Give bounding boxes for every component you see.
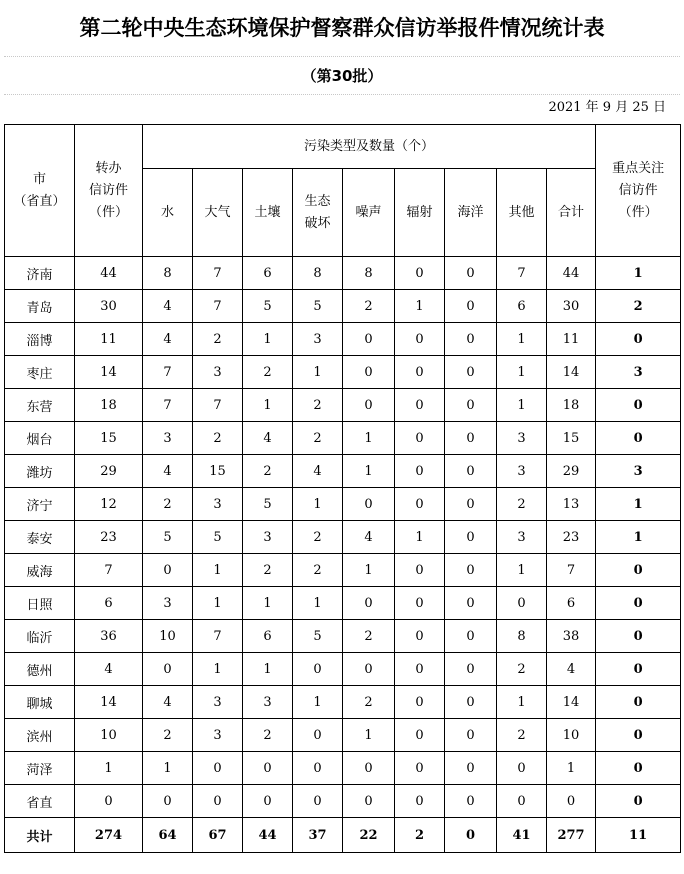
pollution-count-cell: 2 (143, 488, 193, 521)
pollution-count-cell: 0 (395, 554, 445, 587)
pollution-count-cell: 1 (193, 653, 243, 686)
city-cell: 东营 (5, 389, 75, 422)
table-row (5, 323, 681, 356)
header-pollution-type (243, 169, 293, 257)
total-pollution-cell: 67 (193, 818, 243, 853)
key-count-cell: 0 (596, 752, 681, 785)
pollution-count-cell: 1 (193, 587, 243, 620)
pollution-count-cell: 0 (395, 620, 445, 653)
pollution-count-cell: 0 (445, 389, 497, 422)
city-cell: 烟台 (5, 422, 75, 455)
pollution-count-cell: 4 (143, 455, 193, 488)
pollution-count-cell: 14 (547, 686, 596, 719)
header-transferred (75, 125, 143, 257)
pollution-count-cell: 7 (547, 554, 596, 587)
transferred-cell: 10 (75, 719, 143, 752)
pollution-count-cell: 0 (445, 554, 497, 587)
table-row (5, 686, 681, 719)
pollution-count-cell: 3 (193, 488, 243, 521)
table-row (5, 719, 681, 752)
pollution-count-cell: 2 (143, 719, 193, 752)
pollution-count-cell: 0 (445, 521, 497, 554)
pollution-count-cell: 0 (343, 323, 395, 356)
pollution-count-cell: 5 (293, 290, 343, 323)
key-count-cell: 3 (596, 455, 681, 488)
pollution-count-cell: 1 (293, 587, 343, 620)
key-count-cell: 1 (596, 257, 681, 290)
header-city-line: 市 (32, 171, 46, 187)
total-pollution-cell: 37 (293, 818, 343, 853)
total-pollution-cell: 44 (243, 818, 293, 853)
pollution-count-cell: 4 (143, 323, 193, 356)
pollution-count-cell: 1 (293, 686, 343, 719)
pollution-count-cell: 1 (243, 323, 293, 356)
pollution-count-cell: 7 (193, 389, 243, 422)
total-pollution-cell: 2 (395, 818, 445, 853)
pollution-count-cell: 3 (497, 422, 547, 455)
city-cell: 淄博 (5, 323, 75, 356)
transferred-cell: 4 (75, 653, 143, 686)
pollution-count-cell: 1 (497, 686, 547, 719)
header-key-line: 信访件 (618, 182, 658, 198)
pollution-count-cell: 0 (445, 785, 497, 818)
header-pollution-type (445, 169, 497, 257)
pollution-count-cell: 0 (445, 752, 497, 785)
header-pollution-type-line: 其他 (508, 204, 535, 220)
pollution-count-cell: 30 (547, 290, 596, 323)
key-count-cell: 1 (596, 488, 681, 521)
pollution-count-cell: 0 (193, 752, 243, 785)
transferred-cell: 7 (75, 554, 143, 587)
total-pollution-cell: 0 (445, 818, 497, 853)
pollution-count-cell: 2 (293, 389, 343, 422)
pollution-count-cell: 15 (193, 455, 243, 488)
city-cell: 聊城 (5, 686, 75, 719)
pollution-count-cell: 3 (243, 686, 293, 719)
transferred-cell: 30 (75, 290, 143, 323)
total-row (5, 818, 681, 853)
header-city (5, 125, 75, 257)
pollution-count-cell: 1 (343, 422, 395, 455)
pollution-count-cell: 0 (547, 785, 596, 818)
city-cell: 泰安 (5, 521, 75, 554)
pollution-count-cell: 3 (497, 455, 547, 488)
pollution-count-cell: 0 (293, 719, 343, 752)
city-cell: 日照 (5, 587, 75, 620)
pollution-count-cell: 2 (343, 620, 395, 653)
pollution-count-cell: 0 (143, 653, 193, 686)
pollution-count-cell: 4 (143, 290, 193, 323)
pollution-count-cell: 0 (395, 686, 445, 719)
pollution-count-cell: 0 (445, 620, 497, 653)
pollution-count-cell: 6 (243, 257, 293, 290)
city-cell: 德州 (5, 653, 75, 686)
city-cell: 临沂 (5, 620, 75, 653)
total-label-cell: 共计 (5, 818, 75, 853)
pollution-count-cell: 2 (497, 719, 547, 752)
header-transferred-line: 信访件 (88, 182, 128, 198)
pollution-count-cell: 8 (143, 257, 193, 290)
header-pollution-type-line: 大气 (204, 204, 231, 220)
key-count-cell: 3 (596, 356, 681, 389)
pollution-count-cell: 0 (395, 719, 445, 752)
table-row (5, 752, 681, 785)
table-row (5, 257, 681, 290)
pollution-count-cell: 0 (395, 587, 445, 620)
pollution-count-cell: 7 (497, 257, 547, 290)
pollution-count-cell: 0 (395, 323, 445, 356)
pollution-count-cell: 0 (497, 587, 547, 620)
pollution-count-cell: 0 (445, 323, 497, 356)
pollution-count-cell: 0 (445, 587, 497, 620)
pollution-count-cell: 0 (445, 488, 497, 521)
pollution-count-cell: 2 (243, 719, 293, 752)
header-pollution-type (497, 169, 547, 257)
transferred-cell: 12 (75, 488, 143, 521)
header-key (596, 125, 681, 257)
pollution-count-cell: 8 (343, 257, 395, 290)
pollution-count-cell: 0 (193, 785, 243, 818)
pollution-count-cell: 0 (293, 653, 343, 686)
pollution-count-cell: 7 (193, 257, 243, 290)
pollution-count-cell: 1 (143, 752, 193, 785)
pollution-count-cell: 0 (497, 752, 547, 785)
pollution-count-cell: 3 (497, 521, 547, 554)
header-pollution-type-line: 合计 (558, 204, 585, 220)
key-count-cell: 0 (596, 653, 681, 686)
table-row (5, 422, 681, 455)
pollution-count-cell: 3 (193, 356, 243, 389)
pollution-count-cell: 0 (445, 455, 497, 488)
pollution-count-cell: 1 (497, 356, 547, 389)
table-row (5, 653, 681, 686)
pollution-count-cell: 1 (343, 455, 395, 488)
transferred-cell: 44 (75, 257, 143, 290)
pollution-count-cell: 0 (143, 785, 193, 818)
header-transferred-line: 转办 (95, 160, 122, 176)
header-pollution-type (293, 169, 343, 257)
table-row (5, 389, 681, 422)
pollution-count-cell: 3 (143, 587, 193, 620)
table-row (5, 488, 681, 521)
pollution-count-cell: 0 (395, 356, 445, 389)
pollution-count-cell: 7 (193, 620, 243, 653)
city-cell: 菏泽 (5, 752, 75, 785)
total-pollution-cell: 41 (497, 818, 547, 853)
pollution-count-cell: 0 (343, 587, 395, 620)
pollution-count-cell: 1 (293, 488, 343, 521)
header-city-line: （省直） (13, 193, 66, 209)
pollution-count-cell: 2 (243, 455, 293, 488)
total-key-cell: 11 (596, 818, 681, 853)
pollution-count-cell: 1 (395, 521, 445, 554)
total-pollution-cell: 277 (547, 818, 596, 853)
pollution-count-cell: 7 (143, 356, 193, 389)
table-row (5, 356, 681, 389)
sheet-gridline (4, 56, 680, 57)
pollution-count-cell: 3 (193, 719, 243, 752)
pollution-count-cell: 23 (547, 521, 596, 554)
pollution-count-cell: 0 (395, 389, 445, 422)
pollution-count-cell: 0 (395, 257, 445, 290)
pollution-count-cell: 6 (497, 290, 547, 323)
transferred-cell: 14 (75, 356, 143, 389)
pollution-count-cell: 7 (193, 290, 243, 323)
header-pollution-type-line: 破坏 (304, 215, 331, 231)
city-cell: 滨州 (5, 719, 75, 752)
table-row (5, 785, 681, 818)
report-date: 2021 年 9 月 25 日 (548, 100, 666, 115)
pollution-count-cell: 11 (547, 323, 596, 356)
pollution-count-cell: 0 (395, 488, 445, 521)
header-pollution-type-line: 辐射 (406, 204, 433, 220)
city-cell: 济南 (5, 257, 75, 290)
pollution-count-cell: 3 (243, 521, 293, 554)
pollution-count-cell: 6 (547, 587, 596, 620)
pollution-count-cell: 0 (445, 653, 497, 686)
pollution-count-cell: 1 (547, 752, 596, 785)
key-count-cell: 0 (596, 719, 681, 752)
pollution-count-cell: 8 (497, 620, 547, 653)
sheet-gridline (4, 94, 680, 95)
pollution-count-cell: 3 (293, 323, 343, 356)
pollution-count-cell: 38 (547, 620, 596, 653)
pollution-count-cell: 3 (143, 422, 193, 455)
pollution-count-cell: 2 (497, 653, 547, 686)
table-row (5, 620, 681, 653)
pollution-count-cell: 5 (143, 521, 193, 554)
table-row (5, 455, 681, 488)
key-count-cell: 1 (596, 521, 681, 554)
total-transferred-cell: 274 (75, 818, 143, 853)
pollution-count-cell: 0 (445, 257, 497, 290)
pollution-count-cell: 5 (243, 290, 293, 323)
pollution-count-cell: 7 (143, 389, 193, 422)
transferred-cell: 0 (75, 785, 143, 818)
pollution-count-cell: 10 (547, 719, 596, 752)
pollution-count-cell: 0 (293, 785, 343, 818)
key-count-cell: 0 (596, 686, 681, 719)
transferred-cell: 15 (75, 422, 143, 455)
pollution-count-cell: 1 (293, 356, 343, 389)
total-pollution-cell: 64 (143, 818, 193, 853)
pollution-count-cell: 5 (293, 620, 343, 653)
city-cell: 省直 (5, 785, 75, 818)
header-pollution-type (395, 169, 445, 257)
pollution-count-cell: 0 (445, 686, 497, 719)
pollution-count-cell: 0 (445, 290, 497, 323)
pollution-count-cell: 0 (243, 785, 293, 818)
pollution-count-cell: 1 (243, 587, 293, 620)
pollution-count-cell: 0 (343, 389, 395, 422)
key-count-cell: 0 (596, 785, 681, 818)
pollution-count-cell: 0 (445, 422, 497, 455)
pollution-count-cell: 5 (193, 521, 243, 554)
batch-label: （第30批） (301, 67, 383, 85)
header-transferred-line: （件） (88, 204, 128, 220)
pollution-count-cell: 29 (547, 455, 596, 488)
pollution-count-cell: 8 (293, 257, 343, 290)
key-count-cell: 0 (596, 389, 681, 422)
pollution-count-cell: 0 (395, 653, 445, 686)
pollution-count-cell: 6 (243, 620, 293, 653)
header-pollution-type (193, 169, 243, 257)
header-pollution-type-line: 水 (160, 204, 174, 220)
header-pollution-type-line: 海洋 (457, 204, 484, 220)
pollution-count-cell: 2 (193, 422, 243, 455)
pollution-count-cell: 0 (343, 785, 395, 818)
header-pollution-type-line: 土壤 (254, 204, 281, 220)
table-row (5, 587, 681, 620)
pollution-count-cell: 2 (343, 686, 395, 719)
key-count-cell: 0 (596, 323, 681, 356)
pollution-count-cell: 0 (497, 785, 547, 818)
pollution-count-cell: 44 (547, 257, 596, 290)
city-cell: 威海 (5, 554, 75, 587)
pollution-count-cell: 2 (293, 521, 343, 554)
header-pollution-type (343, 169, 395, 257)
table-row (5, 521, 681, 554)
transferred-cell: 6 (75, 587, 143, 620)
pollution-count-cell: 0 (395, 422, 445, 455)
header-pollution-type-line: 噪声 (355, 204, 382, 220)
city-cell: 青岛 (5, 290, 75, 323)
pollution-count-cell: 1 (343, 554, 395, 587)
pollution-count-cell: 0 (343, 653, 395, 686)
pollution-count-cell: 0 (445, 356, 497, 389)
transferred-cell: 18 (75, 389, 143, 422)
pollution-count-cell: 0 (395, 752, 445, 785)
table-row (5, 290, 681, 323)
key-count-cell: 2 (596, 290, 681, 323)
pollution-count-cell: 0 (395, 785, 445, 818)
header-pollution-type (547, 169, 596, 257)
key-count-cell: 0 (596, 620, 681, 653)
pollution-count-cell: 0 (243, 752, 293, 785)
pollution-count-cell: 1 (193, 554, 243, 587)
pollution-count-cell: 4 (143, 686, 193, 719)
pollution-count-cell: 2 (497, 488, 547, 521)
transferred-cell: 29 (75, 455, 143, 488)
header-pollution-group: 污染类型及数量（个） (143, 125, 596, 169)
pollution-count-cell: 10 (143, 620, 193, 653)
statistics-table (4, 124, 681, 853)
pollution-count-cell: 0 (343, 356, 395, 389)
transferred-cell: 14 (75, 686, 143, 719)
pollution-count-cell: 1 (343, 719, 395, 752)
pollution-count-cell: 14 (547, 356, 596, 389)
pollution-count-cell: 18 (547, 389, 596, 422)
pollution-count-cell: 2 (243, 554, 293, 587)
city-cell: 济宁 (5, 488, 75, 521)
pollution-count-cell: 0 (343, 488, 395, 521)
pollution-count-cell: 0 (445, 719, 497, 752)
key-count-cell: 0 (596, 554, 681, 587)
pollution-count-cell: 5 (243, 488, 293, 521)
total-pollution-cell: 22 (343, 818, 395, 853)
pollution-count-cell: 1 (243, 653, 293, 686)
pollution-count-cell: 1 (497, 554, 547, 587)
transferred-cell: 36 (75, 620, 143, 653)
transferred-cell: 1 (75, 752, 143, 785)
pollution-count-cell: 3 (193, 686, 243, 719)
header-key-line: 重点关注 (612, 160, 665, 176)
header-pollution-type (143, 169, 193, 257)
pollution-count-cell: 4 (343, 521, 395, 554)
key-count-cell: 0 (596, 422, 681, 455)
city-cell: 枣庄 (5, 356, 75, 389)
city-cell: 潍坊 (5, 455, 75, 488)
key-count-cell: 0 (596, 587, 681, 620)
pollution-count-cell: 0 (143, 554, 193, 587)
pollution-count-cell: 1 (395, 290, 445, 323)
pollution-count-cell: 4 (547, 653, 596, 686)
pollution-count-cell: 4 (243, 422, 293, 455)
header-pollution-type-line: 生态 (304, 193, 331, 209)
pollution-count-cell: 0 (293, 752, 343, 785)
pollution-count-cell: 1 (243, 389, 293, 422)
table-row (5, 554, 681, 587)
header-key-line: （件） (618, 204, 658, 220)
table-title: 第二轮中央生态环境保护督察群众信访举报件情况统计表 (79, 16, 605, 40)
pollution-count-cell: 0 (343, 752, 395, 785)
pollution-count-cell: 0 (395, 455, 445, 488)
pollution-count-cell: 1 (497, 389, 547, 422)
pollution-count-cell: 2 (193, 323, 243, 356)
pollution-count-cell: 15 (547, 422, 596, 455)
pollution-count-cell: 4 (293, 455, 343, 488)
pollution-count-cell: 2 (243, 356, 293, 389)
pollution-count-cell: 1 (497, 323, 547, 356)
pollution-count-cell: 2 (293, 554, 343, 587)
pollution-count-cell: 2 (343, 290, 395, 323)
pollution-count-cell: 13 (547, 488, 596, 521)
pollution-count-cell: 2 (293, 422, 343, 455)
transferred-cell: 11 (75, 323, 143, 356)
transferred-cell: 23 (75, 521, 143, 554)
